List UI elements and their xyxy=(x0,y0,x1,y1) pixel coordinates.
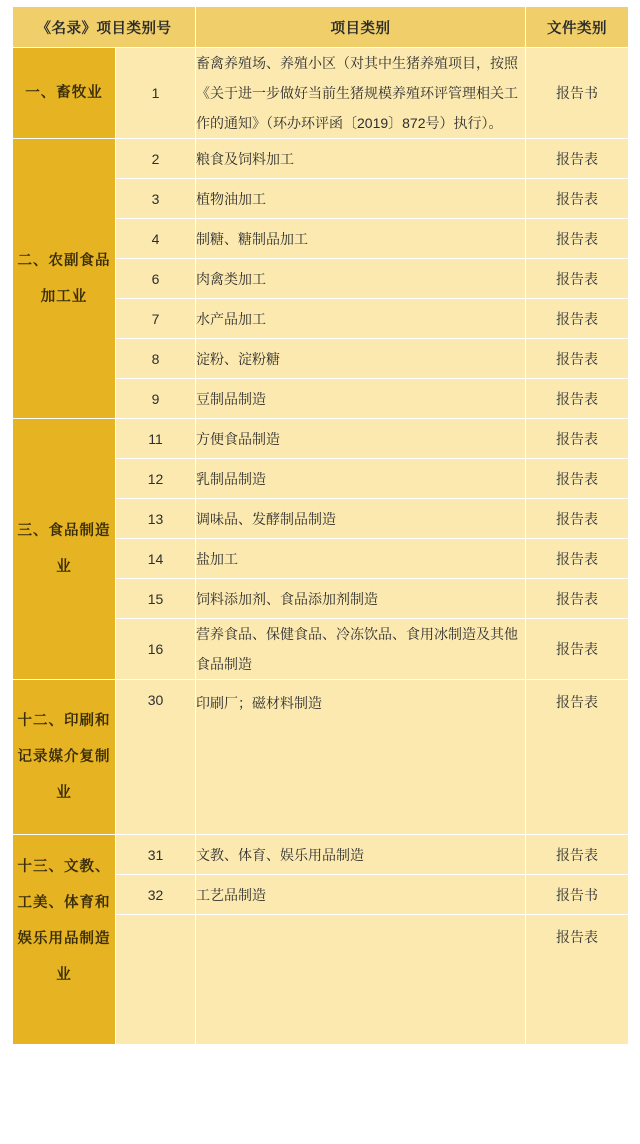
cell-category-name: 淀粉、淀粉糖 xyxy=(196,339,526,379)
group-label-cell: 二、农副食品加工业 xyxy=(13,139,116,419)
cell-doc-type: 报告表 xyxy=(526,179,629,219)
cell-number: 2 xyxy=(116,139,196,179)
cell-number: 6 xyxy=(116,259,196,299)
cell-number xyxy=(116,915,196,1045)
cell-category-name: 文教、体育、娱乐用品制造 xyxy=(196,835,526,875)
cell-doc-type: 报告表 xyxy=(526,579,629,619)
cell-doc-type: 报告表 xyxy=(526,339,629,379)
document-page xyxy=(0,6,640,1144)
group-label-cell: 十二、印刷和记录媒介复制业 xyxy=(13,680,116,835)
cell-doc-type: 报告表 xyxy=(526,419,629,459)
cell-category-name: 豆制品制造 xyxy=(196,379,526,419)
cell-number: 31 xyxy=(116,835,196,875)
table-row xyxy=(13,139,629,179)
header-cell-doc-type: 文件类别 xyxy=(526,7,629,48)
cell-doc-type: 报告书 xyxy=(526,48,629,139)
cell-doc-type: 报告表 xyxy=(526,619,629,680)
cell-doc-type: 报告书 xyxy=(526,875,629,915)
header-cell-category-name: 项目类别 xyxy=(196,7,526,48)
table-row xyxy=(13,419,629,459)
cell-doc-type: 报告表 xyxy=(526,680,629,835)
cell-number: 9 xyxy=(116,379,196,419)
cell-doc-type: 报告表 xyxy=(526,379,629,419)
cell-number: 30 xyxy=(116,680,196,835)
cell-doc-type: 报告表 xyxy=(526,915,629,1045)
table-header-row xyxy=(13,7,629,48)
cell-number: 7 xyxy=(116,299,196,339)
cell-category-name: 印刷厂；磁材料制造 xyxy=(196,680,526,835)
cell-number: 4 xyxy=(116,219,196,259)
cell-number: 3 xyxy=(116,179,196,219)
cell-category-name: 盐加工 xyxy=(196,539,526,579)
cell-doc-type: 报告表 xyxy=(526,459,629,499)
group-label-cell: 三、食品制造业 xyxy=(13,419,116,680)
cell-category-name: 制糖、糖制品加工 xyxy=(196,219,526,259)
cell-number: 12 xyxy=(116,459,196,499)
cell-doc-type: 报告表 xyxy=(526,219,629,259)
cell-doc-type: 报告表 xyxy=(526,299,629,339)
table-row xyxy=(13,48,629,139)
category-table xyxy=(12,6,629,1045)
cell-doc-type: 报告表 xyxy=(526,539,629,579)
group-label-cell: 一、畜牧业 xyxy=(13,48,116,139)
cell-category-name: 畜禽养殖场、养殖小区（对其中生猪养殖项目，按照《关于进一步做好当前生猪规模养殖环评管理相关工作的通知》（环办环评函〔2019〕872号）执行）。 xyxy=(196,48,526,139)
header-cell-category-number: 《名录》项目类别号 xyxy=(13,7,196,48)
cell-number: 8 xyxy=(116,339,196,379)
cell-doc-type: 报告表 xyxy=(526,139,629,179)
cell-category-name: 饲料添加剂、食品添加剂制造 xyxy=(196,579,526,619)
cell-number: 14 xyxy=(116,539,196,579)
table-row xyxy=(13,680,629,835)
group-label-cell: 十三、文教、工美、体育和娱乐用品制造业 xyxy=(13,835,116,1045)
table-row xyxy=(13,835,629,875)
table-body xyxy=(13,48,629,1045)
cell-number: 32 xyxy=(116,875,196,915)
cell-number: 15 xyxy=(116,579,196,619)
cell-category-name: 工艺品制造 xyxy=(196,875,526,915)
cell-category-name: 水产品加工 xyxy=(196,299,526,339)
cell-category-name: 调味品、发酵制品制造 xyxy=(196,499,526,539)
cell-category-name: 乳制品制造 xyxy=(196,459,526,499)
cell-number: 11 xyxy=(116,419,196,459)
cell-category-name: 方便食品制造 xyxy=(196,419,526,459)
cell-category-name: 肉禽类加工 xyxy=(196,259,526,299)
cell-number: 1 xyxy=(116,48,196,139)
cell-category-name: 植物油加工 xyxy=(196,179,526,219)
cell-number: 13 xyxy=(116,499,196,539)
cell-number: 16 xyxy=(116,619,196,680)
cell-category-name: 营养食品、保健食品、冷冻饮品、食用冰制造及其他食品制造 xyxy=(196,619,526,680)
cell-category-name xyxy=(196,915,526,1045)
cell-doc-type: 报告表 xyxy=(526,835,629,875)
cell-doc-type: 报告表 xyxy=(526,259,629,299)
cell-category-name: 粮食及饲料加工 xyxy=(196,139,526,179)
cell-doc-type: 报告表 xyxy=(526,499,629,539)
